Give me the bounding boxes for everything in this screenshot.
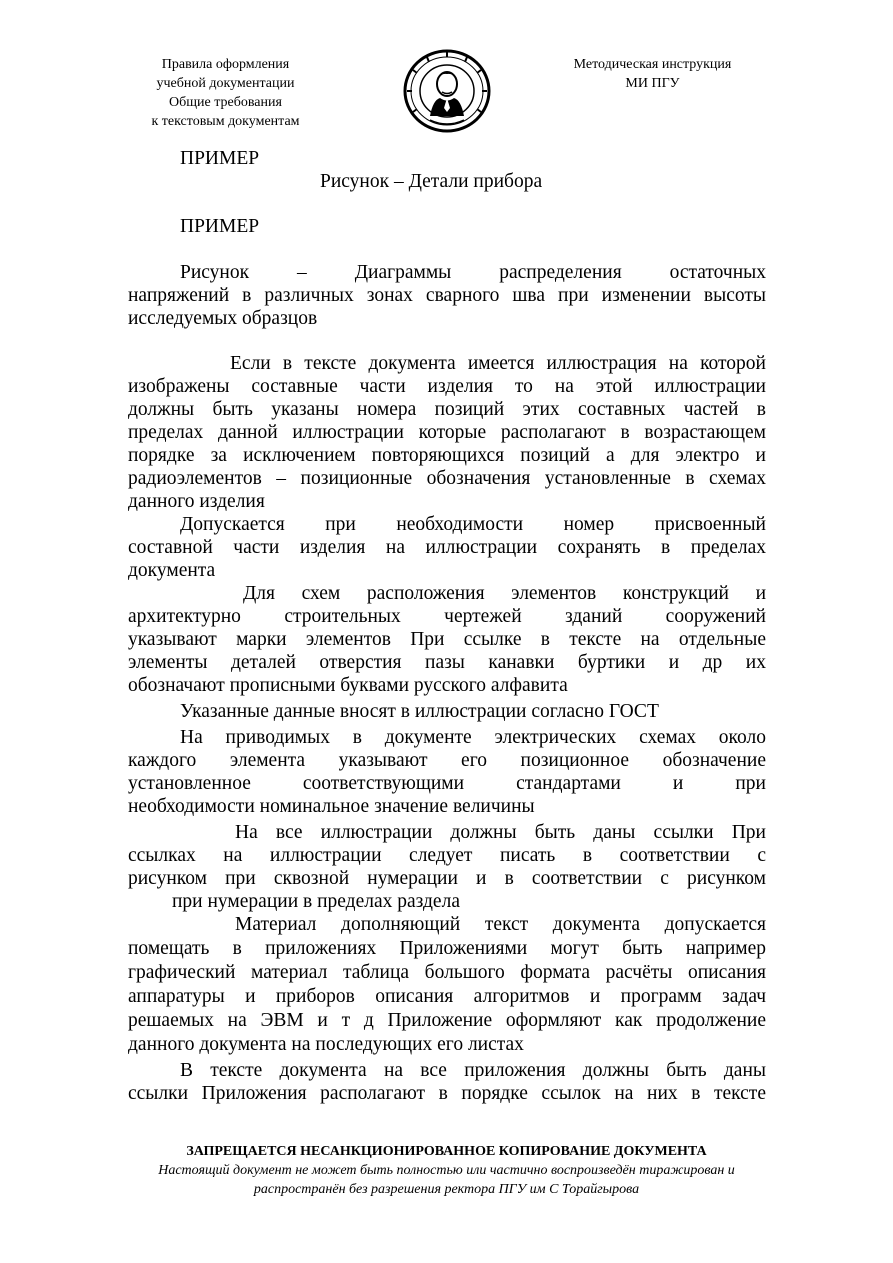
header-left-line: Общие требования	[169, 95, 282, 110]
paragraph-line: ссылки Приложения располагают в порядке ссылок на них в тексте	[128, 1083, 766, 1104]
paragraph-line: составной части изделия на иллюстрации сохранять в пределах	[128, 537, 766, 558]
paragraph-line: Допускается при необходимости номер присвоенный	[180, 514, 766, 535]
paragraph-line: элементы деталей отверстия пазы канавки буртики и др их	[128, 652, 766, 673]
paragraph-line: радиоэлементов – позиционные обозначения установленные в схемах	[128, 468, 766, 489]
paragraph-line: должны быть указаны номера позиций этих составных частей в	[128, 399, 766, 420]
paragraph-line: Материал дополняющий текст документа допускается	[235, 914, 766, 935]
paragraph-line: рисунком при сквозной нумерации и в соответствии с рисунком	[128, 868, 766, 889]
paragraph-line: каждого элемента указывают его позиционное обозначение	[128, 750, 766, 771]
paragraph-line: указывают марки элементов При ссылке в тексте на отдельные	[128, 629, 766, 650]
paragraph-line: изображены составные части изделия то на этой иллюстрации	[128, 376, 766, 397]
paragraph-line: На приводимых в документе электрических схемах около	[180, 727, 766, 748]
university-seal-icon	[400, 48, 495, 134]
copy-notice-line: Настоящий документ не может быть полностью или частично воспроизведён тиражирован и	[158, 1163, 735, 1178]
header-left-line: Правила оформления	[161, 57, 290, 72]
copy-warning: ЗАПРЕЩАЕТСЯ НЕСАНКЦИОНИРОВАННОЕ КОПИРОВАНИЕ ДОКУМЕНТА	[186, 1144, 707, 1159]
header-right-line: МИ ПГУ	[625, 76, 680, 91]
figure-caption-line: Рисунок – Диаграммы распределения остаточных	[180, 262, 766, 283]
header-right-line: Методическая инструкция	[573, 57, 732, 72]
paragraph-line: ссылках на иллюстрации следует писать в соответствии с	[128, 845, 766, 866]
paragraph-line: пределах данной иллюстрации которые располагают в возрастающем	[128, 422, 766, 443]
header-right-block	[555, 55, 750, 93]
paragraph-line: данного документа на последующих его листах	[128, 1034, 524, 1055]
paragraph-line: необходимости номинальное значение величины	[128, 796, 535, 817]
paragraph-line: обозначают прописными буквами русского алфавита	[128, 675, 568, 696]
figure-caption: Рисунок – Детали прибора	[320, 171, 543, 192]
paragraph-line: аппаратуры и приборов описания алгоритмов и программ задач	[128, 986, 766, 1007]
figure-caption-line: исследуемых образцов	[128, 308, 318, 329]
copy-notice	[100, 1161, 793, 1199]
paragraph-line: при нумерации в пределах раздела	[172, 891, 460, 912]
paragraph-line: порядке за исключением повторяющихся позиций а для электро и	[128, 445, 766, 466]
paragraph-line: помещать в приложениях Приложениями могут быть например	[128, 938, 766, 959]
header-left-block	[128, 55, 323, 131]
example-label: ПРИМЕР	[180, 148, 260, 169]
copy-notice-line: распространён без разрешения ректора ПГУ им С Торайгырова	[253, 1182, 640, 1197]
figure-caption-line: напряжений в различных зонах сварного шва при изменении высоты	[128, 285, 766, 306]
paragraph-line: архитектурно строительных чертежей зданий сооружений	[128, 606, 766, 627]
paragraph-line: решаемых на ЭВМ и т д Приложение оформляют как продолжение	[128, 1010, 766, 1031]
paragraph-line: документа	[128, 560, 216, 581]
header-left-line: учебной документации	[156, 76, 295, 91]
paragraph-line: установленное соответствующими стандартами и при	[128, 773, 766, 794]
paragraph-line: Если в тексте документа имеется иллюстрация на которой	[230, 353, 766, 374]
paragraph-line: На все иллюстрации должны быть даны ссылки При	[235, 822, 766, 843]
paragraph-line: графический материал таблица большого формата расчёты описания	[128, 962, 766, 983]
paragraph-line: Для схем расположения элементов конструкций и	[243, 583, 766, 604]
paragraph-line: данного изделия	[128, 491, 265, 512]
example-label: ПРИМЕР	[180, 216, 260, 237]
paragraph-line: В тексте документа на все приложения должны быть даны	[180, 1060, 766, 1081]
paragraph-line: Указанные данные вносят в иллюстрации согласно ГОСТ	[180, 701, 659, 722]
header-left-line: к текстовым документам	[151, 114, 300, 129]
